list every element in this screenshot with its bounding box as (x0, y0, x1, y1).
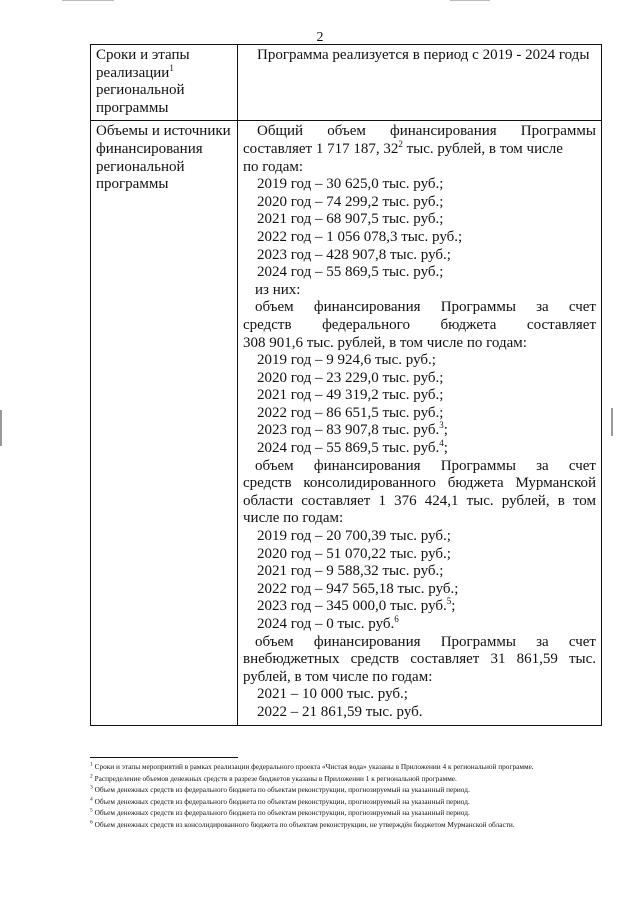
footnote-ref: 4 (439, 438, 444, 449)
footnote-ref: 1 (169, 62, 174, 73)
list-item: 2023 год – 83 907,8 тыс. руб.$^3$; (257, 420, 448, 439)
list-item: 2022 год – 1 056 078,3 тыс. руб.; (257, 228, 463, 245)
list-item: 2019 год – 30 625,0 тыс. руб.; (257, 176, 444, 193)
table-row (91, 45, 602, 121)
footnote-number: 3 (90, 784, 93, 791)
row-value-timeline: Программа реализуется в период с 2019 - 2024 годы (238, 45, 602, 121)
row-label-financing: Объемы и источники финансирования региональной программы (91, 121, 238, 725)
scan-artifact-mark (0, 410, 2, 446)
list-item: 2023 год – 428 907,8 тыс. руб.; (257, 246, 451, 263)
footnote-ref: 6 (394, 614, 399, 624)
regional-years-list (243, 528, 596, 598)
list-item: 2021 – 10 000 тыс. руб.; (257, 686, 408, 703)
footnote-item (90, 761, 602, 773)
footnote-number: 2 (90, 773, 93, 780)
program-passport-table (90, 44, 602, 726)
scan-artifact-mark (611, 408, 613, 436)
footnote-text: Объем денежных средств из федерального бюджета по объектам реконструкции, прогнозируемый на указанный период. (94, 808, 470, 818)
row-value-financing: Общий объем финансирования Программы составляет 1 717 187, $32^2$ тыс. рублей, в том числе по годам: 2019 год – 30 625,0 тыс. руб.; 2020 год – 74 299,2 тыс. руб.; 2021 год – 68 907,5 тыс. руб.; 2022 год – 1 056 078,3 тыс. руб.; 2023 год – 428 907,8 тыс. руб.; 2024 год – 55 869,5 тыс. руб.; из них: объем финансирования Программы за счет средств федерального бюджета составляет 308 901,6 тыс. рублей, в том числе по годам: 2019 год – 9 924,6 тыс. руб.; 2020 год – 23 229,0 тыс. руб.; 2021 год – 49 319,2 тыс. руб.; 2022 год – 86 651,5 тыс. руб.; 2023 год – 83 907,8 тыс. руб.$^3$; 2024 год – 55 869,5 тыс. руб.$^4$; объем финансирования Программы за счет средств консолидированного бюджета Мурманской области составляет 1 376 424,1 тыс. рублей, в том числе по годам: 2019 год – 20 700,39 тыс. руб.; 2020 год – 51 070,22 тыс. руб.; 2021 год – 9 588,32 тыс. руб.; 2022 год – 947 565,18 тыс. руб.; 2023 год – 345 000,0 тыс. руб.$^5$; 2024 год – 0 тыс. руб.$^6$ объем финансирования Программы за счет внебюджетных средств составляет 31 861,59 тыс. рублей, в том числе по годам: 2021 – 10 000 тыс. руб.; 2022 – 21 861,59 тыс. руб. (238, 121, 602, 725)
list-item: 2021 год – 9 588,32 тыс. руб.; (257, 563, 444, 580)
list-item: 2022 – 21 861,59 тыс. руб. (257, 703, 423, 720)
footnote-number: 6 (90, 819, 93, 826)
footnote-item (90, 796, 602, 808)
footnote-ref: 5 (446, 596, 452, 607)
footnote-text: Сроки и этапы мероприятий в рамках реализации федерального проекта «Чистая вода» указаны в Приложении 4 к региональной программе. (94, 762, 534, 771)
footnotes (90, 761, 602, 831)
list-item: 2019 год – 9 924,6 тыс. руб.; (257, 352, 436, 369)
footnote-item (90, 807, 602, 819)
list-item: 2021 год – 68 907,5 тыс. руб.; (257, 211, 444, 228)
list-item: 2021 год – 49 319,2 тыс. руб.; (257, 387, 444, 404)
footnote-text: Объем денежных средств из федерального бюджета по объектам реконструкции, прогнозируемый на указанный период. (94, 785, 470, 795)
list-item: 2020 год – 74 299,2 тыс. руб.; (257, 193, 444, 210)
list-item: 2020 год – 23 229,0 тыс. руб.; (257, 369, 444, 386)
list-item: 2022 год – 86 651,5 тыс. руб.; (257, 404, 444, 421)
footnote-item (90, 784, 602, 796)
footnote-text: Объем денежных средств из федерального бюджета по объектам реконструкции, прогнозируемый на указанный период. (94, 796, 470, 806)
list-item: 2024 год – 0 тыс. руб.$^6$ (257, 614, 399, 632)
total-amount: составляет 1 717 187, $32^2$ тыс. рублей, в том числе (243, 138, 563, 157)
page-number: 2 (316, 30, 324, 45)
list-item: 2019 год – 20 700,39 тыс. руб.; (257, 528, 451, 545)
total-years-list (243, 176, 596, 282)
list-item: 2022 год – 947 565,18 тыс. руб.; (257, 580, 459, 597)
footnote-item (90, 819, 602, 831)
footnote-ref: 2 (398, 138, 403, 149)
list-item: 2020 год – 51 070,22 тыс. руб.; (257, 545, 451, 562)
footnote-text: Распределение объемов денежных средств в разрезе бюджетов указаны в Приложении 1 к региональной программе. (94, 773, 457, 783)
footnote-item (90, 773, 602, 785)
footnote-number: 4 (90, 796, 93, 803)
footnote-number: 1 (90, 761, 93, 768)
list-item: 2023 год – 345 000,0 тыс. руб.$^5$; (257, 596, 456, 615)
scan-artifact-line (450, 0, 490, 1)
list-item: 2024 год – 55 869,5 тыс. руб.$^4$; (257, 438, 448, 457)
footnote-ref: 3 (439, 420, 444, 431)
extra-years-list (243, 686, 596, 721)
footnote-number: 5 (90, 807, 93, 814)
row-label-timeline: Сроки и этапы реализации$^1$ региональной программы (91, 45, 238, 121)
scan-artifact-line (62, 0, 114, 1)
table-row (91, 121, 602, 725)
footnote-separator (90, 757, 238, 758)
federal-years-list (243, 352, 596, 422)
footnote-text: Объем денежных средств из консолидированного бюджета по объектам реконструкции, не утверждён бюджетом Мурманской области. (94, 819, 515, 829)
list-item: 2024 год – 55 869,5 тыс. руб.; (257, 264, 444, 281)
